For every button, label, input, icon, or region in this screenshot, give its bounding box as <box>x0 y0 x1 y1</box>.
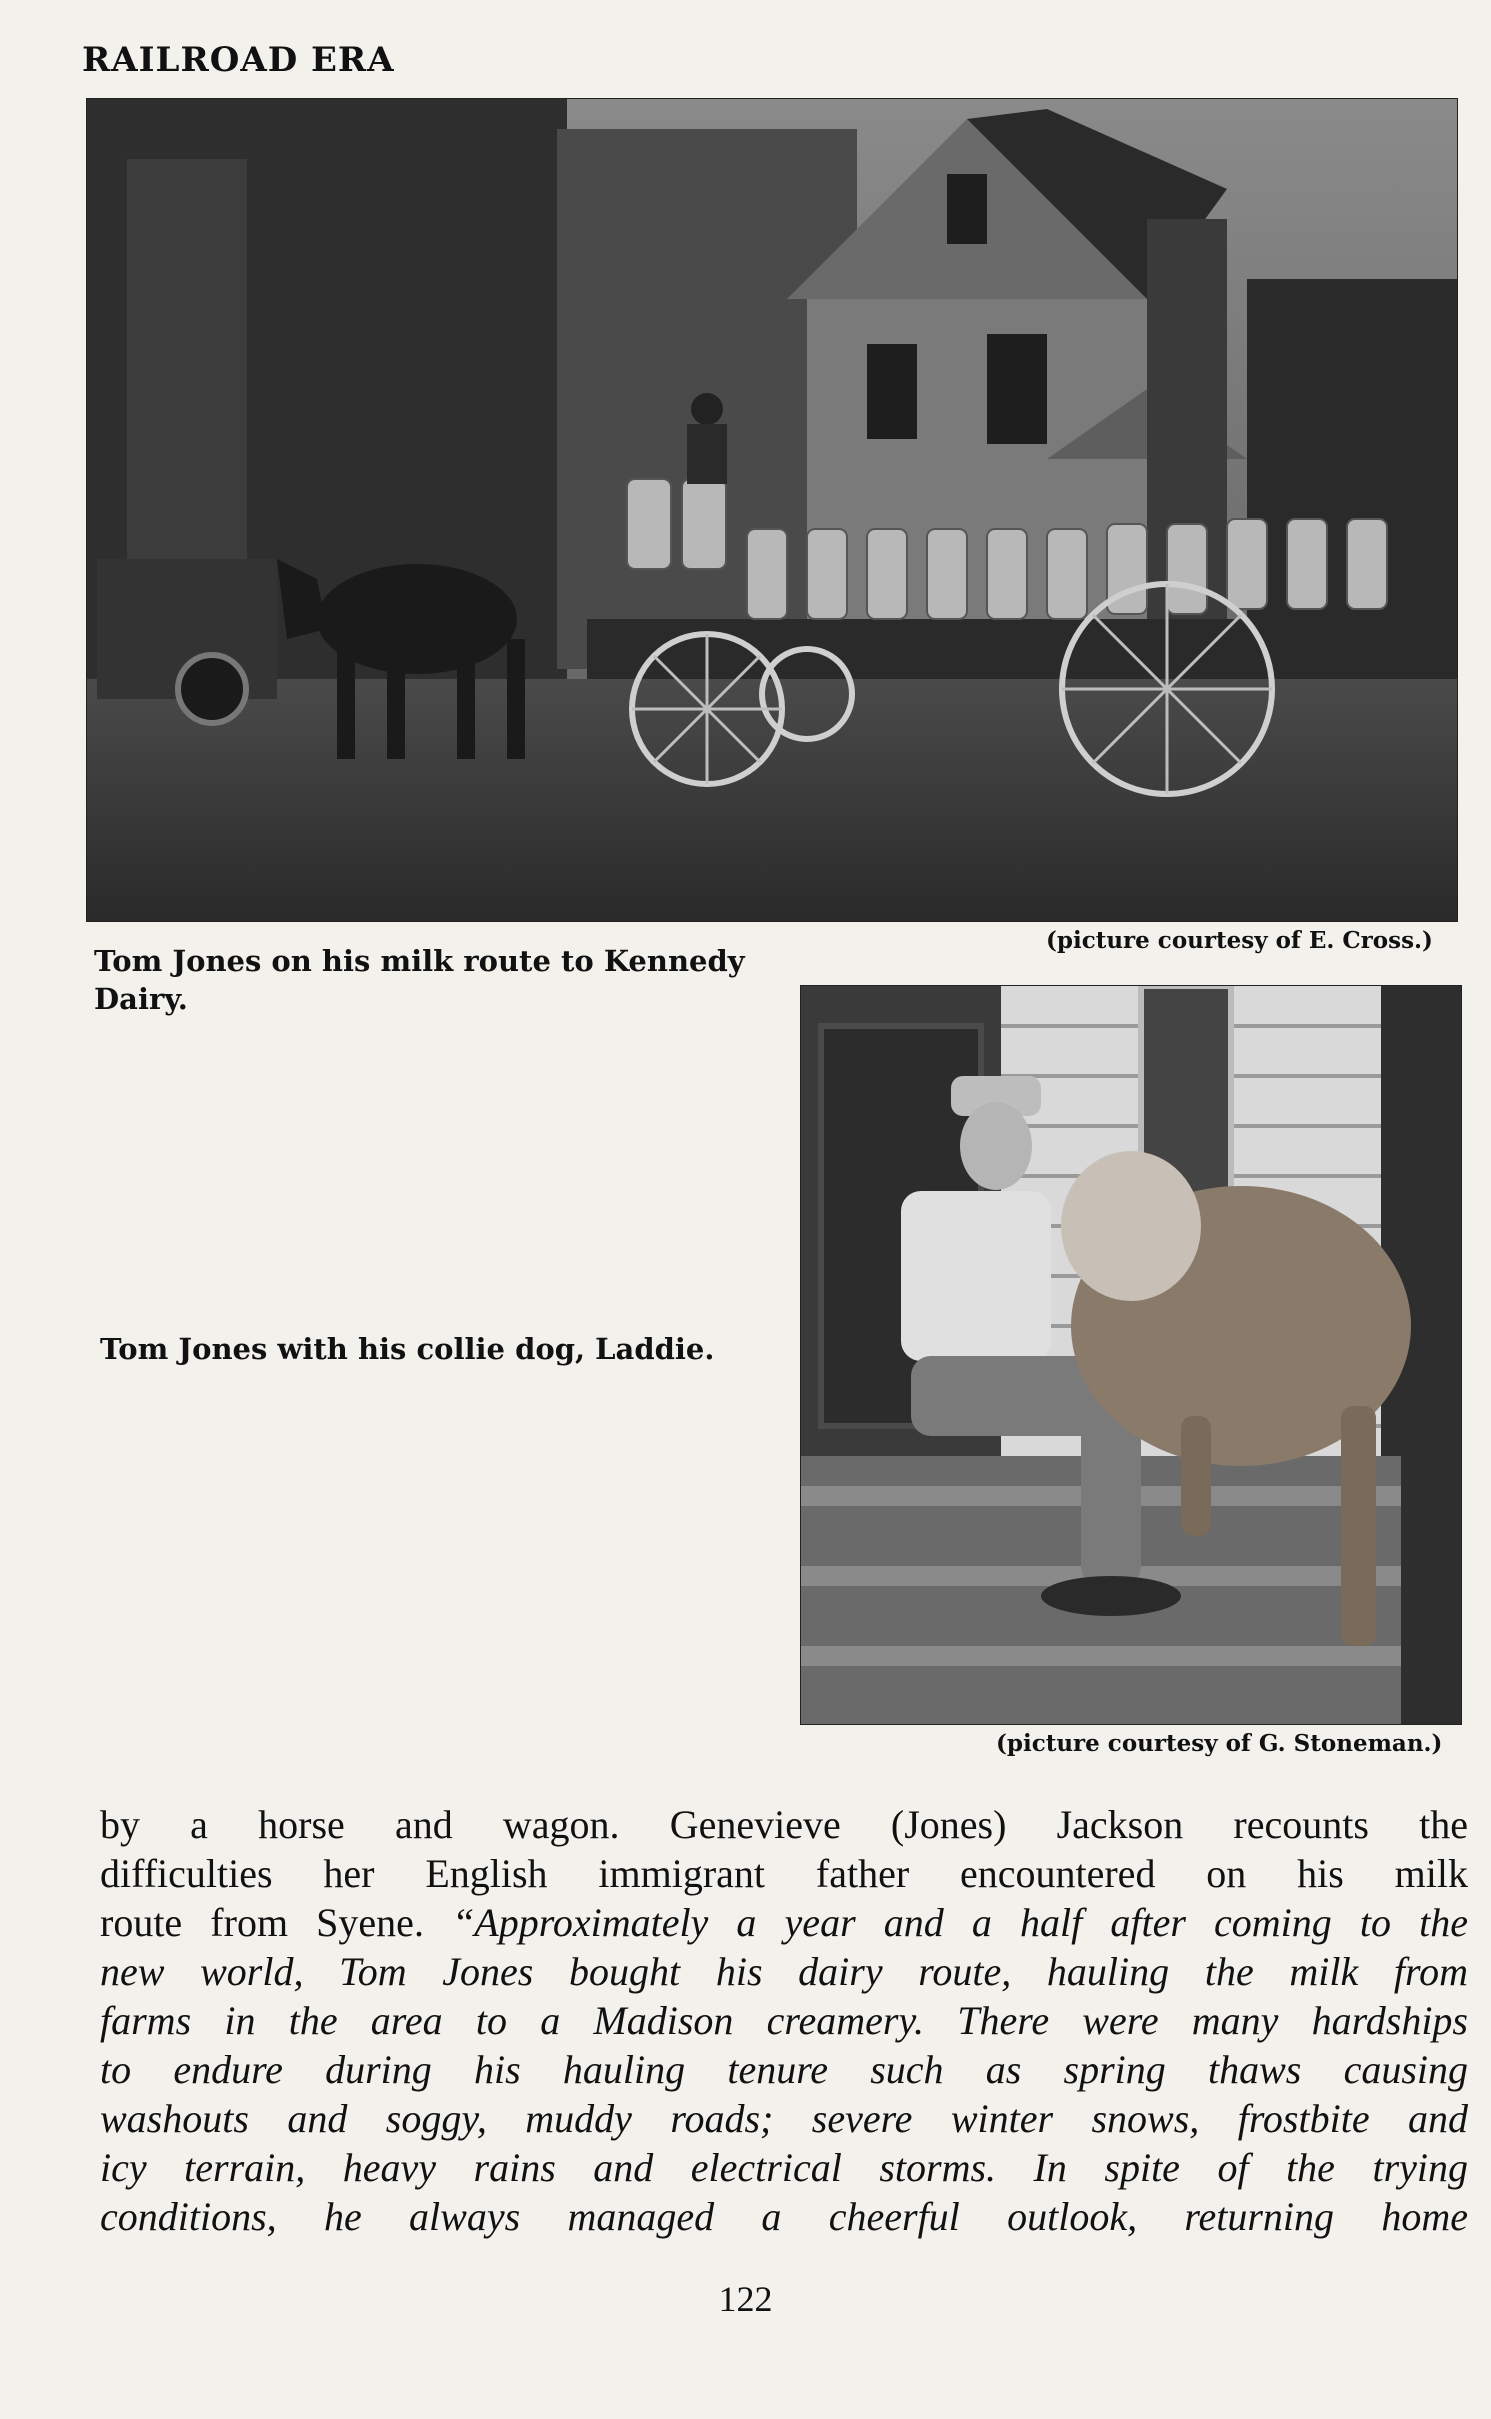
milk-wagon-illustration <box>87 99 1457 921</box>
milk-wagon-photo <box>86 98 1458 922</box>
body-line-2: difficulties her English immigrant father encountered on his milk <box>100 1851 1468 1896</box>
body-line-5: farms in the area to a Madison creamery. There were many hardships <box>100 1998 1468 2043</box>
body-line-3: route from Syene. “Approximately a year and a half after coming to the <box>100 1900 1468 1945</box>
body-line-8: icy terrain, heavy rains and electrical storms. In spite of the trying <box>100 2145 1468 2190</box>
figure-caption-collie: Tom Jones with his collie dog, Laddie. <box>100 1332 715 1366</box>
body-line-7: washouts and soggy, muddy roads; severe winter snows, frostbite and <box>100 2096 1468 2141</box>
figure-caption-wagon: Tom Jones on his milk route to Kennedy Dairy. <box>94 944 745 1016</box>
figure-credit-collie: (picture courtesy of G. Stoneman.) <box>996 1730 1443 1757</box>
body-paragraph <box>100 1800 1468 2241</box>
figure-credit-wagon: (picture courtesy of E. Cross.) <box>1046 927 1433 954</box>
collie-dog-photo <box>800 985 1462 1725</box>
page-number: 122 <box>718 2279 773 2319</box>
body-line-9: conditions, he always managed a cheerful outlook, returning home <box>100 2194 1468 2239</box>
body-line-1: by a horse and wagon. Genevieve (Jones) Jackson recounts the <box>100 1802 1468 1847</box>
running-head: RAILROAD ERA <box>82 40 395 80</box>
body-line-4: new world, Tom Jones bought his dairy route, hauling the milk from <box>100 1949 1468 1994</box>
collie-dog-illustration <box>801 986 1461 1724</box>
body-line-6: to endure during his hauling tenure such as spring thaws causing <box>100 2047 1468 2092</box>
